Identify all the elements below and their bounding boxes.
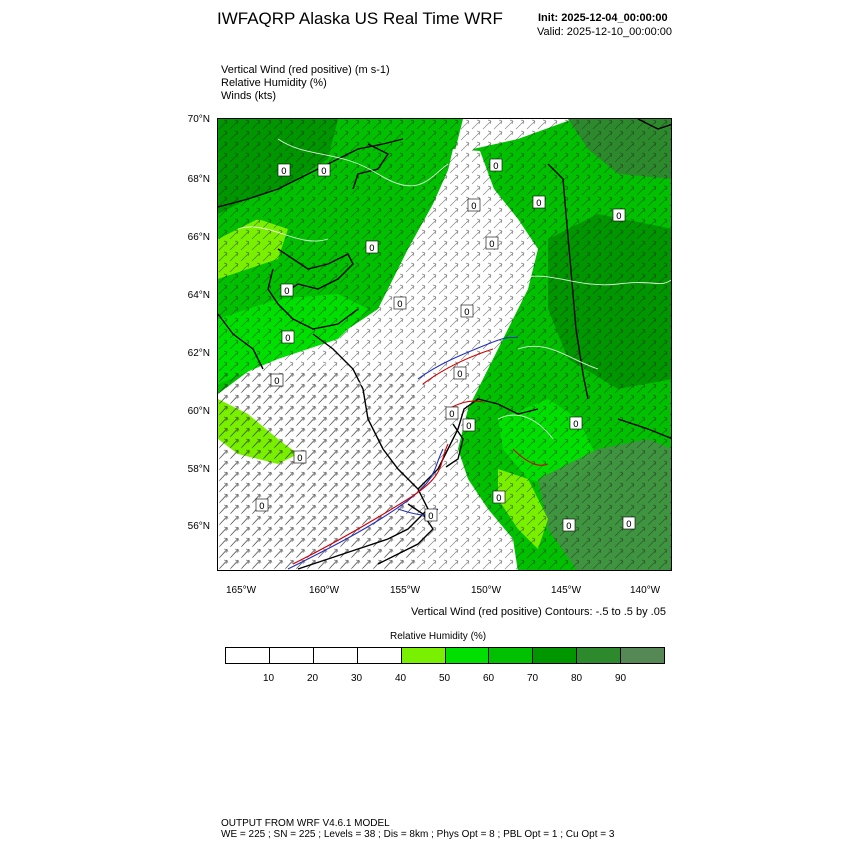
lon-label-160w: 160°W bbox=[309, 585, 340, 596]
colorbar-label-30: 30 bbox=[351, 673, 363, 684]
lat-label-62: 62°N bbox=[187, 348, 210, 359]
init-time: Init: 2025-12-04_00:00:00 bbox=[538, 12, 668, 24]
contour-label: 0 bbox=[566, 522, 572, 532]
contour-label: 0 bbox=[259, 502, 265, 512]
contour-label: 0 bbox=[626, 520, 632, 530]
contour-label: 0 bbox=[457, 370, 463, 380]
contour-label: 0 bbox=[616, 212, 622, 222]
colorbar-bin bbox=[533, 648, 577, 663]
colorbar-title: Relative Humidity (%) bbox=[390, 631, 487, 642]
contour-note: Vertical Wind (red positive) Contours: -.5 to .5 by .05 bbox=[411, 606, 666, 618]
field-label-relative-humidity: Relative Humidity (%) bbox=[221, 77, 327, 89]
model-info-line2: WE = 225 ; SN = 225 ; Levels = 38 ; Dis = 8km ; Phys Opt = 8 ; PBL Opt = 1 ; Cu Opt = 3 bbox=[221, 829, 615, 840]
colorbar-label-20: 20 bbox=[307, 673, 319, 684]
colorbar bbox=[225, 647, 665, 664]
colorbar-label-90: 90 bbox=[615, 673, 627, 684]
map-panel bbox=[217, 118, 672, 571]
map-graphic bbox=[218, 119, 672, 571]
lat-label-64: 64°N bbox=[187, 290, 210, 301]
chart-title: IWFAQRP Alaska US Real Time WRF bbox=[217, 9, 503, 28]
lat-label-58: 58°N bbox=[187, 464, 210, 475]
colorbar-label-10: 10 bbox=[263, 673, 275, 684]
contour-label: 0 bbox=[449, 410, 455, 420]
model-info-line1: OUTPUT FROM WRF V4.6.1 MODEL bbox=[221, 818, 390, 829]
contour-label: 0 bbox=[284, 287, 290, 297]
lon-label-150w: 150°W bbox=[471, 585, 502, 596]
colorbar-label-60: 60 bbox=[483, 673, 495, 684]
colorbar-bin bbox=[577, 648, 621, 663]
colorbar-label-80: 80 bbox=[571, 673, 583, 684]
contour-label: 0 bbox=[369, 244, 375, 254]
lon-label-165w: 165°W bbox=[226, 585, 257, 596]
contour-label: 0 bbox=[496, 494, 502, 504]
contour-label: 0 bbox=[297, 454, 303, 464]
contour-label: 0 bbox=[471, 202, 477, 212]
lon-label-140w: 140°W bbox=[630, 585, 661, 596]
contour-label: 0 bbox=[493, 162, 499, 172]
colorbar-label-50: 50 bbox=[439, 673, 451, 684]
contour-label: 0 bbox=[428, 512, 434, 522]
lon-label-145w: 145°W bbox=[551, 585, 582, 596]
colorbar-bin bbox=[358, 648, 402, 663]
colorbar-bin bbox=[226, 648, 270, 663]
contour-label: 0 bbox=[536, 199, 542, 209]
lat-label-66: 66°N bbox=[187, 232, 210, 243]
colorbar-bin bbox=[314, 648, 358, 663]
colorbar-bin bbox=[446, 648, 490, 663]
lat-label-68: 68°N bbox=[187, 174, 210, 185]
colorbar-bin bbox=[270, 648, 314, 663]
contour-label: 0 bbox=[281, 167, 287, 177]
lat-label-70: 70°N bbox=[187, 114, 210, 125]
lat-label-60: 60°N bbox=[187, 406, 210, 417]
field-label-vertical-wind: Vertical Wind (red positive) (m s-1) bbox=[221, 64, 390, 76]
colorbar-bin bbox=[621, 648, 664, 663]
valid-time: Valid: 2025-12-10_00:00:00 bbox=[537, 26, 672, 38]
contour-label: 0 bbox=[397, 300, 403, 310]
lat-label-56: 56°N bbox=[187, 521, 210, 532]
field-label-winds: Winds (kts) bbox=[221, 90, 276, 102]
contour-label: 0 bbox=[489, 240, 495, 250]
colorbar-bin bbox=[402, 648, 446, 663]
contour-label: 0 bbox=[274, 377, 280, 387]
contour-label: 0 bbox=[466, 422, 472, 432]
contour-label: 0 bbox=[321, 167, 327, 177]
contour-label: 0 bbox=[285, 334, 291, 344]
lon-label-155w: 155°W bbox=[390, 585, 421, 596]
colorbar-label-40: 40 bbox=[395, 673, 407, 684]
contour-label: 0 bbox=[464, 308, 470, 318]
colorbar-label-70: 70 bbox=[527, 673, 539, 684]
contour-label: 0 bbox=[573, 420, 579, 430]
colorbar-bin bbox=[489, 648, 533, 663]
